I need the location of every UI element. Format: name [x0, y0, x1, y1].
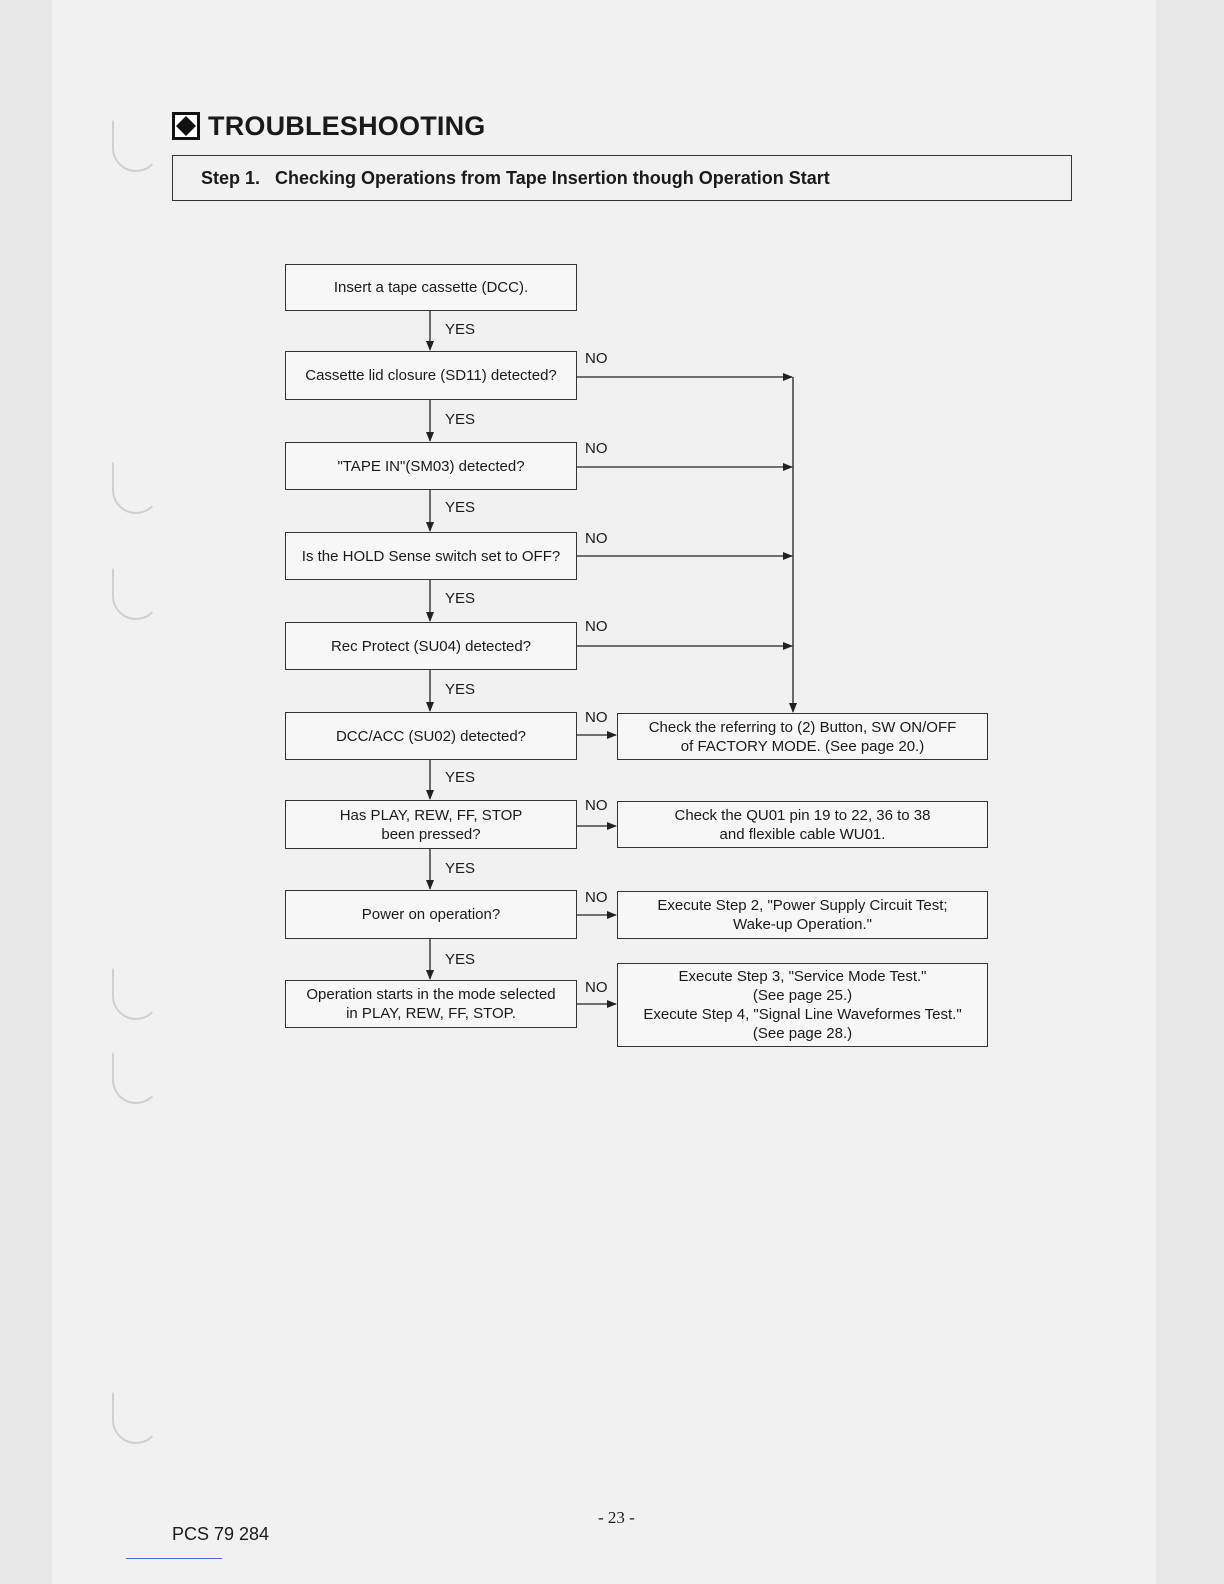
no-label: NO [585, 979, 608, 996]
step-header-text: Step 1. Checking Operations from Tape Insertion though Operation Start [201, 167, 830, 188]
no-label: NO [585, 709, 608, 726]
action-box-qu01: Check the QU01 pin 19 to 22, 36 to 38 and flexible cable WU01. [617, 801, 988, 848]
no-label: NO [585, 618, 608, 635]
flow-box-lid: Cassette lid closure (SD11) detected? [285, 351, 577, 400]
flow-box-insert: Insert a tape cassette (DCC). [285, 264, 577, 311]
yes-label: YES [445, 321, 476, 338]
yes-label: YES [445, 499, 476, 516]
page-number: - 23 - [598, 1508, 635, 1527]
yes-label: YES [445, 860, 476, 877]
flow-box-power: Power on operation? [285, 890, 577, 939]
action-box-step2: Execute Step 2, "Power Supply Circuit Test; Wake-up Operation." [617, 891, 988, 939]
yes-label: YES [445, 951, 476, 968]
no-label: NO [585, 797, 608, 814]
no-label: NO [585, 440, 608, 457]
flow-box-start: Operation starts in the mode selected in PLAY, REW, FF, STOP. [285, 980, 577, 1028]
flow-box-hold: Is the HOLD Sense switch set to OFF? [285, 532, 577, 580]
yes-label: YES [445, 769, 476, 786]
flow-box-recprotect: Rec Protect (SU04) detected? [285, 622, 577, 670]
flow-box-dccacc: DCC/ACC (SU02) detected? [285, 712, 577, 760]
flow-box-keys: Has PLAY, REW, FF, STOP been pressed? [285, 800, 577, 849]
no-label: NO [585, 350, 608, 367]
action-box-factory: Check the referring to (2) Button, SW ON/OFF of FACTORY MODE. (See page 20.) [617, 713, 988, 760]
action-box-step34: Execute Step 3, "Service Mode Test." (See page 25.) Execute Step 4, "Signal Line Waveformes Test." (See page 28.) [617, 963, 988, 1047]
yes-label: YES [445, 411, 476, 428]
flow-box-tapein: "TAPE IN"(SM03) detected? [285, 442, 577, 490]
no-label: NO [585, 530, 608, 547]
section-title-text: TROUBLESHOOTING [208, 110, 486, 141]
yes-label: YES [445, 681, 476, 698]
no-label: NO [585, 889, 608, 906]
yes-label: YES [445, 590, 476, 607]
bottom-rule [126, 1558, 222, 1559]
document-code: PCS 79 284 [172, 1524, 270, 1544]
